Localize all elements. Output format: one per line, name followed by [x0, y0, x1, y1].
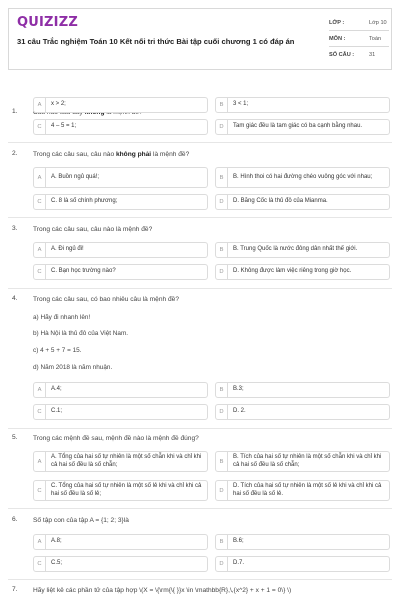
question-number: 2.	[12, 150, 18, 157]
option-text: A.4;	[51, 386, 62, 393]
statement-line: b) Hà Nội là thủ đô của Việt Nam.	[33, 330, 129, 337]
option-text: D.7.	[233, 560, 245, 567]
question-divider	[8, 579, 392, 580]
option-b[interactable]	[215, 242, 390, 258]
option-letter: B	[216, 168, 228, 187]
option-text: C. 8 là số chính phương;	[51, 198, 118, 205]
question-text-part: là mệnh đề?	[151, 151, 190, 158]
meta-value: Toán	[369, 36, 382, 42]
option-d[interactable]	[215, 480, 390, 501]
option-c[interactable]	[33, 480, 208, 501]
meta-label: SỐ CÂU :	[329, 52, 355, 58]
meta-value: Lớp 10	[369, 20, 387, 26]
statement-line: d) Năm 2018 là năm nhuận.	[33, 364, 113, 371]
meta-row-subject	[329, 31, 389, 47]
option-letter: B	[216, 535, 228, 549]
meta-table	[329, 15, 389, 63]
option-text: C. Tổng của hai số tự nhiên là một số lẻ khi và chỉ khi cả hai số đều là số lẻ;	[51, 482, 202, 497]
question-number: 7.	[12, 586, 18, 593]
option-text: B. Tích của hai số tự nhiên là một số chẵn khi và chỉ khi cả hai số đều là số chẵn;	[233, 453, 382, 468]
option-letter: D	[216, 557, 228, 571]
question-text-part: Trong các câu sau, câu nào	[33, 151, 116, 158]
option-text: C.1;	[51, 408, 63, 415]
option-letter: C	[34, 557, 46, 571]
option-c[interactable]	[33, 264, 208, 280]
option-letter: A	[34, 168, 46, 187]
option-a[interactable]	[33, 167, 208, 188]
option-text: A. Buồn ngủ quá!;	[51, 173, 100, 180]
option-letter: C	[34, 405, 46, 419]
option-a[interactable]	[33, 97, 208, 113]
option-letter: A	[34, 98, 46, 112]
option-letter: C	[34, 265, 46, 279]
option-text: D. Tích của hai số tự nhiên là một số lẻ khi và chỉ khi cả hai số đều là số lẻ.	[233, 482, 382, 497]
document-title: 31 câu Trắc nghiệm Toán 10 Kết nối tri thức Bài tập cuối chương 1 có đáp án	[17, 37, 295, 46]
option-text: D. Không được làm việc riêng trong giờ học.	[233, 268, 352, 275]
quizizz-logo: QUIZIZZ	[17, 15, 78, 30]
question-divider	[8, 508, 392, 509]
option-a[interactable]	[33, 242, 208, 258]
option-c[interactable]	[33, 194, 208, 210]
option-text: x > 2;	[51, 101, 66, 108]
option-letter: A	[34, 383, 46, 397]
question-text	[33, 150, 388, 159]
meta-value: 31	[369, 52, 376, 58]
option-letter: D	[216, 120, 228, 134]
option-text: 3 < 1;	[233, 101, 249, 108]
option-d[interactable]	[215, 264, 390, 280]
option-letter: B	[216, 243, 228, 257]
option-c[interactable]	[33, 404, 208, 420]
option-letter: D	[216, 265, 228, 279]
worksheet-header	[8, 8, 392, 70]
option-letter: B	[216, 383, 228, 397]
option-a[interactable]	[33, 451, 208, 472]
statement-line: c) 4 + 5 + 7 = 15.	[33, 347, 82, 354]
option-b[interactable]	[215, 451, 390, 472]
option-text: A. Đi ngủ đi!	[51, 246, 84, 253]
question-number: 3.	[12, 225, 18, 232]
option-letter: D	[216, 481, 228, 500]
question-text: Trong các mệnh đề sau, mệnh đề nào là mệnh đề đúng?	[33, 435, 199, 442]
option-a[interactable]	[33, 382, 208, 398]
option-d[interactable]	[215, 404, 390, 420]
option-text: B. Hình thoi có hai đường chéo vuông góc với nhau;	[233, 173, 373, 180]
meta-row-grade	[329, 15, 389, 31]
option-d[interactable]	[215, 194, 390, 210]
question-number: 1.	[12, 108, 18, 115]
meta-label: MÔN :	[329, 36, 346, 42]
option-letter: A	[34, 452, 46, 471]
option-text: B.6;	[233, 538, 244, 545]
option-letter: C	[34, 120, 46, 134]
option-text: B. Trung Quốc là nước đông dân nhất thế giới.	[233, 246, 358, 253]
option-b[interactable]	[215, 534, 390, 550]
question-divider	[8, 217, 392, 218]
option-text: C. Bạn học trường nào?	[51, 268, 116, 275]
option-text: A.8;	[51, 538, 62, 545]
option-letter: B	[216, 452, 228, 471]
option-text: Tam giác đều là tam giác có ba cạnh bằng nhau.	[233, 123, 363, 130]
question-divider	[8, 142, 392, 143]
option-letter: C	[34, 481, 46, 500]
option-letter: A	[34, 243, 46, 257]
option-text: C.5;	[51, 560, 63, 567]
option-c[interactable]	[33, 556, 208, 572]
question-number: 4.	[12, 295, 18, 302]
option-letter: D	[216, 405, 228, 419]
question-text-emphasis: không phải	[115, 151, 152, 158]
meta-row-count	[329, 47, 389, 63]
option-text: D. 2.	[233, 408, 246, 415]
question-text: Trong các câu sau, có bao nhiêu câu là mệnh đề?	[33, 296, 180, 303]
question-text: Số tập con của tập A = {1; 2; 3}là	[33, 517, 129, 524]
option-a[interactable]	[33, 534, 208, 550]
option-letter: D	[216, 195, 228, 209]
option-text: 4 – 5 = 1;	[51, 123, 77, 130]
option-b[interactable]	[215, 382, 390, 398]
option-b[interactable]	[215, 167, 390, 188]
option-text: B.3;	[233, 386, 244, 393]
option-letter: C	[34, 195, 46, 209]
meta-label: LỚP :	[329, 20, 345, 26]
option-d[interactable]	[215, 556, 390, 572]
statement-line: a) Hãy đi nhanh lên!	[33, 314, 91, 321]
question-number: 6.	[12, 516, 18, 523]
option-text: D. Băng Cốc là thủ đô của Mianma.	[233, 198, 328, 205]
option-text: A. Tổng của hai số tự nhiên là một số chẵn khi và chỉ khi cả hai số đều là số chẵn;	[51, 453, 202, 468]
option-letter: B	[216, 98, 228, 112]
question-divider	[8, 288, 392, 289]
option-b[interactable]	[215, 97, 390, 113]
question-divider	[8, 428, 392, 429]
question-text: Hãy liệt kê các phần tử của tập hợp \(X = \{\rm{\{ }}x \in \mathbb{R},\,{x^2} + x + 1 = 0\} \)	[33, 587, 292, 594]
question-number: 5.	[12, 434, 18, 441]
option-letter: A	[34, 535, 46, 549]
option-c[interactable]	[33, 119, 208, 135]
question-text: Trong các câu sau, câu nào là mệnh đề?	[33, 226, 153, 233]
option-d[interactable]	[215, 119, 390, 135]
